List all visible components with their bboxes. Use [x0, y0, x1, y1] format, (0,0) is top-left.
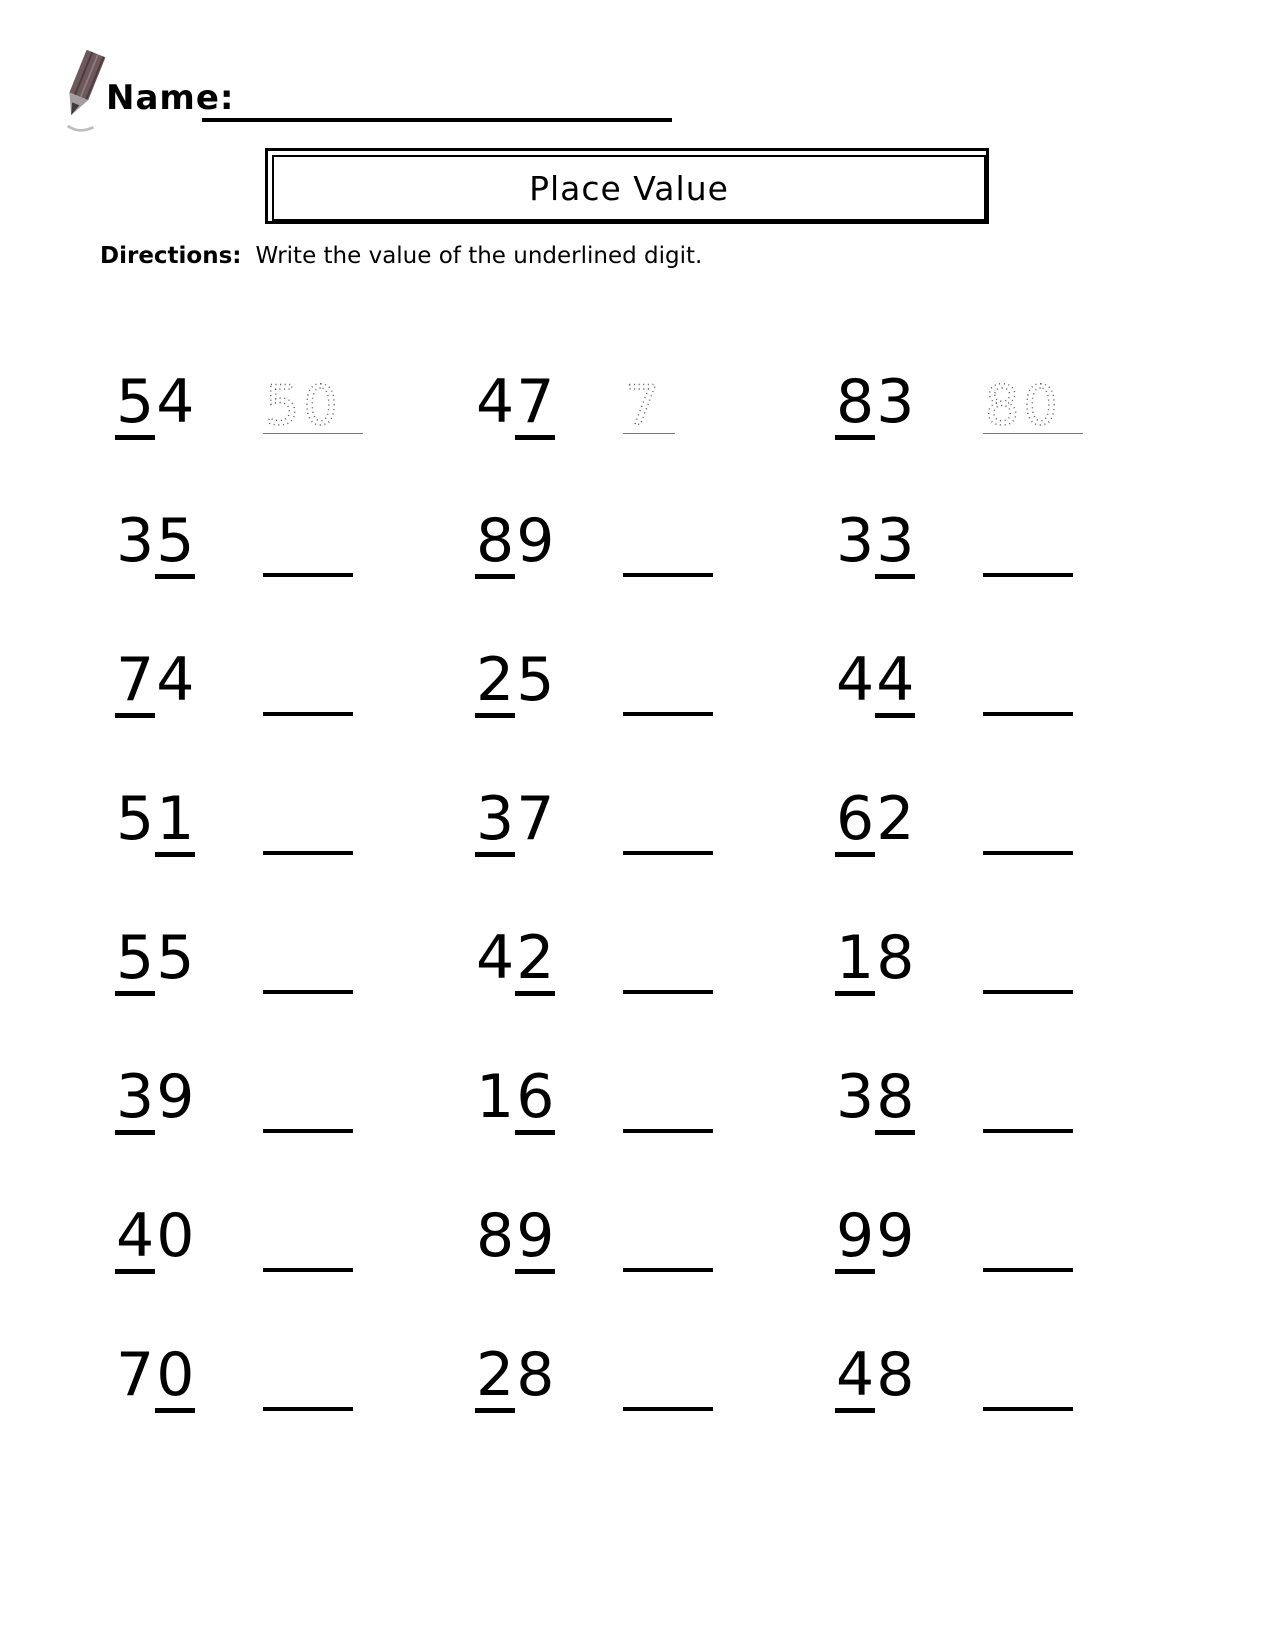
- digit: 4: [476, 923, 515, 993]
- answer-cell: [623, 573, 835, 579]
- answer-blank-line[interactable]: [623, 712, 713, 716]
- problem-number: [835, 645, 983, 718]
- digit: 4: [156, 367, 195, 437]
- underlined-digit: 4: [875, 650, 915, 718]
- digit: 9: [876, 1201, 915, 1271]
- problem-number: [475, 1201, 623, 1274]
- directions-label: Directions:: [100, 243, 242, 269]
- digit: 3: [116, 506, 155, 576]
- problem-number: [835, 1340, 983, 1413]
- problem-number: [115, 506, 263, 579]
- problem-number: [835, 1062, 983, 1135]
- answer-blank-line[interactable]: [263, 1268, 353, 1272]
- problem-number: [475, 367, 623, 440]
- answer-blank-line[interactable]: [263, 1129, 353, 1133]
- problem-number: [835, 784, 983, 857]
- answer-blank-line[interactable]: [983, 990, 1073, 994]
- traced-answer-digits: [983, 374, 1083, 432]
- underlined-digit: 2: [475, 650, 515, 718]
- answer-cell: [263, 851, 475, 857]
- answer-cell: [263, 712, 475, 718]
- answer-write-line[interactable]: [983, 433, 1083, 434]
- digit: 8: [516, 1340, 555, 1410]
- answer-cell: [983, 1407, 1195, 1413]
- answer-blank-line[interactable]: [263, 990, 353, 994]
- answer-blank-line[interactable]: [983, 1268, 1073, 1272]
- directions-text: Write the value of the underlined digit.: [255, 243, 703, 269]
- answer-cell: [263, 573, 475, 579]
- name-input-line[interactable]: [202, 76, 672, 122]
- underlined-digit: 8: [835, 372, 875, 440]
- answer-blank-line[interactable]: [983, 1129, 1073, 1133]
- underlined-digit: 2: [515, 928, 555, 996]
- directions: [100, 243, 702, 269]
- underlined-digit: 6: [835, 789, 875, 857]
- underlined-digit: 2: [475, 1345, 515, 1413]
- answer-write-line[interactable]: [623, 433, 675, 434]
- answer-cell: [983, 1129, 1195, 1135]
- answer-write-line[interactable]: [263, 433, 363, 434]
- problem-number: [115, 367, 263, 440]
- answer-blank-line[interactable]: [623, 1129, 713, 1133]
- answer-blank-line[interactable]: [623, 1407, 713, 1411]
- answer-blank-line[interactable]: [983, 712, 1073, 716]
- answer-cell: [983, 712, 1195, 718]
- title-box: [265, 148, 989, 224]
- digit: 3: [836, 1062, 875, 1132]
- digit: 7: [116, 1340, 155, 1410]
- answer-cell: [623, 1407, 835, 1413]
- problem-number: [475, 1340, 623, 1413]
- underlined-digit: 8: [875, 1067, 915, 1135]
- underlined-digit: 1: [835, 928, 875, 996]
- digit: 5: [516, 645, 555, 715]
- digit: 3: [836, 506, 875, 576]
- answer-cell: [623, 851, 835, 857]
- underlined-digit: 7: [515, 372, 555, 440]
- answer-cell: [263, 374, 475, 440]
- page-title: Place Value: [272, 155, 986, 221]
- underlined-digit: 4: [835, 1345, 875, 1413]
- answer-blank-line[interactable]: [983, 851, 1073, 855]
- underlined-digit: 8: [475, 511, 515, 579]
- digit: 4: [156, 645, 195, 715]
- problem-number: [475, 784, 623, 857]
- problem-number: [475, 645, 623, 718]
- underlined-digit: 5: [115, 372, 155, 440]
- answer-cell: [983, 374, 1195, 440]
- answer-cell: [623, 990, 835, 996]
- answer-cell: [983, 573, 1195, 579]
- digit: 3: [876, 367, 915, 437]
- underlined-digit: 9: [515, 1206, 555, 1274]
- answer-cell: [983, 851, 1195, 857]
- answer-cell: [263, 1129, 475, 1135]
- svg-text:50: 50: [265, 374, 342, 432]
- name-label: Name:: [106, 78, 235, 118]
- problem-number: [115, 1062, 263, 1135]
- traced-answer: [983, 374, 1083, 440]
- underlined-digit: 6: [515, 1067, 555, 1135]
- problem-number: [835, 506, 983, 579]
- problem-number: [115, 1201, 263, 1274]
- underlined-digit: 3: [115, 1067, 155, 1135]
- answer-blank-line[interactable]: [983, 1407, 1073, 1411]
- underlined-digit: 5: [115, 928, 155, 996]
- traced-answer: [263, 374, 363, 440]
- traced-answer: [623, 374, 675, 440]
- underlined-digit: 5: [155, 511, 195, 579]
- answer-cell: [983, 990, 1195, 996]
- underlined-digit: 9: [835, 1206, 875, 1274]
- traced-answer-digits: [263, 374, 363, 432]
- answer-blank-line[interactable]: [983, 573, 1073, 577]
- answer-blank-line[interactable]: [623, 1268, 713, 1272]
- problem-number: [115, 923, 263, 996]
- traced-answer-digits: [623, 374, 675, 432]
- underlined-digit: 0: [155, 1345, 195, 1413]
- digit: 8: [876, 1340, 915, 1410]
- problem-number: [115, 1340, 263, 1413]
- problem-number: [835, 367, 983, 440]
- digit: 4: [476, 367, 515, 437]
- problem-number: [475, 1062, 623, 1135]
- digit: 8: [876, 923, 915, 993]
- underlined-digit: 7: [115, 650, 155, 718]
- answer-cell: [623, 374, 835, 440]
- digit: 0: [156, 1201, 195, 1271]
- problem-number: [475, 506, 623, 579]
- problem-number: [115, 784, 263, 857]
- underlined-digit: 3: [875, 511, 915, 579]
- answer-cell: [263, 1407, 475, 1413]
- svg-text:80: 80: [985, 374, 1062, 432]
- digit: 7: [516, 784, 555, 854]
- answer-blank-line[interactable]: [623, 573, 713, 577]
- digit: 2: [876, 784, 915, 854]
- worksheet-grid: [115, 301, 1195, 1413]
- problem-number: [835, 1201, 983, 1274]
- svg-text:7: 7: [625, 374, 664, 432]
- digit: 8: [476, 1201, 515, 1271]
- answer-cell: [263, 1268, 475, 1274]
- answer-cell: [623, 712, 835, 718]
- answer-cell: [623, 1268, 835, 1274]
- digit: 1: [476, 1062, 515, 1132]
- underlined-digit: 4: [115, 1206, 155, 1274]
- underlined-digit: 3: [475, 789, 515, 857]
- digit: 5: [116, 784, 155, 854]
- problem-number: [835, 923, 983, 996]
- pencil-icon: [56, 50, 112, 134]
- answer-blank-line[interactable]: [263, 851, 353, 855]
- problem-number: [115, 645, 263, 718]
- underlined-digit: 1: [155, 789, 195, 857]
- answer-cell: [983, 1268, 1195, 1274]
- digit: 5: [156, 923, 195, 993]
- digit: 9: [516, 506, 555, 576]
- answer-blank-line[interactable]: [263, 712, 353, 716]
- answer-blank-line[interactable]: [263, 1407, 353, 1411]
- answer-blank-line[interactable]: [623, 990, 713, 994]
- problem-number: [475, 923, 623, 996]
- digit: 4: [836, 645, 875, 715]
- answer-cell: [263, 990, 475, 996]
- answer-blank-line[interactable]: [623, 851, 713, 855]
- answer-blank-line[interactable]: [263, 573, 353, 577]
- answer-cell: [623, 1129, 835, 1135]
- digit: 9: [156, 1062, 195, 1132]
